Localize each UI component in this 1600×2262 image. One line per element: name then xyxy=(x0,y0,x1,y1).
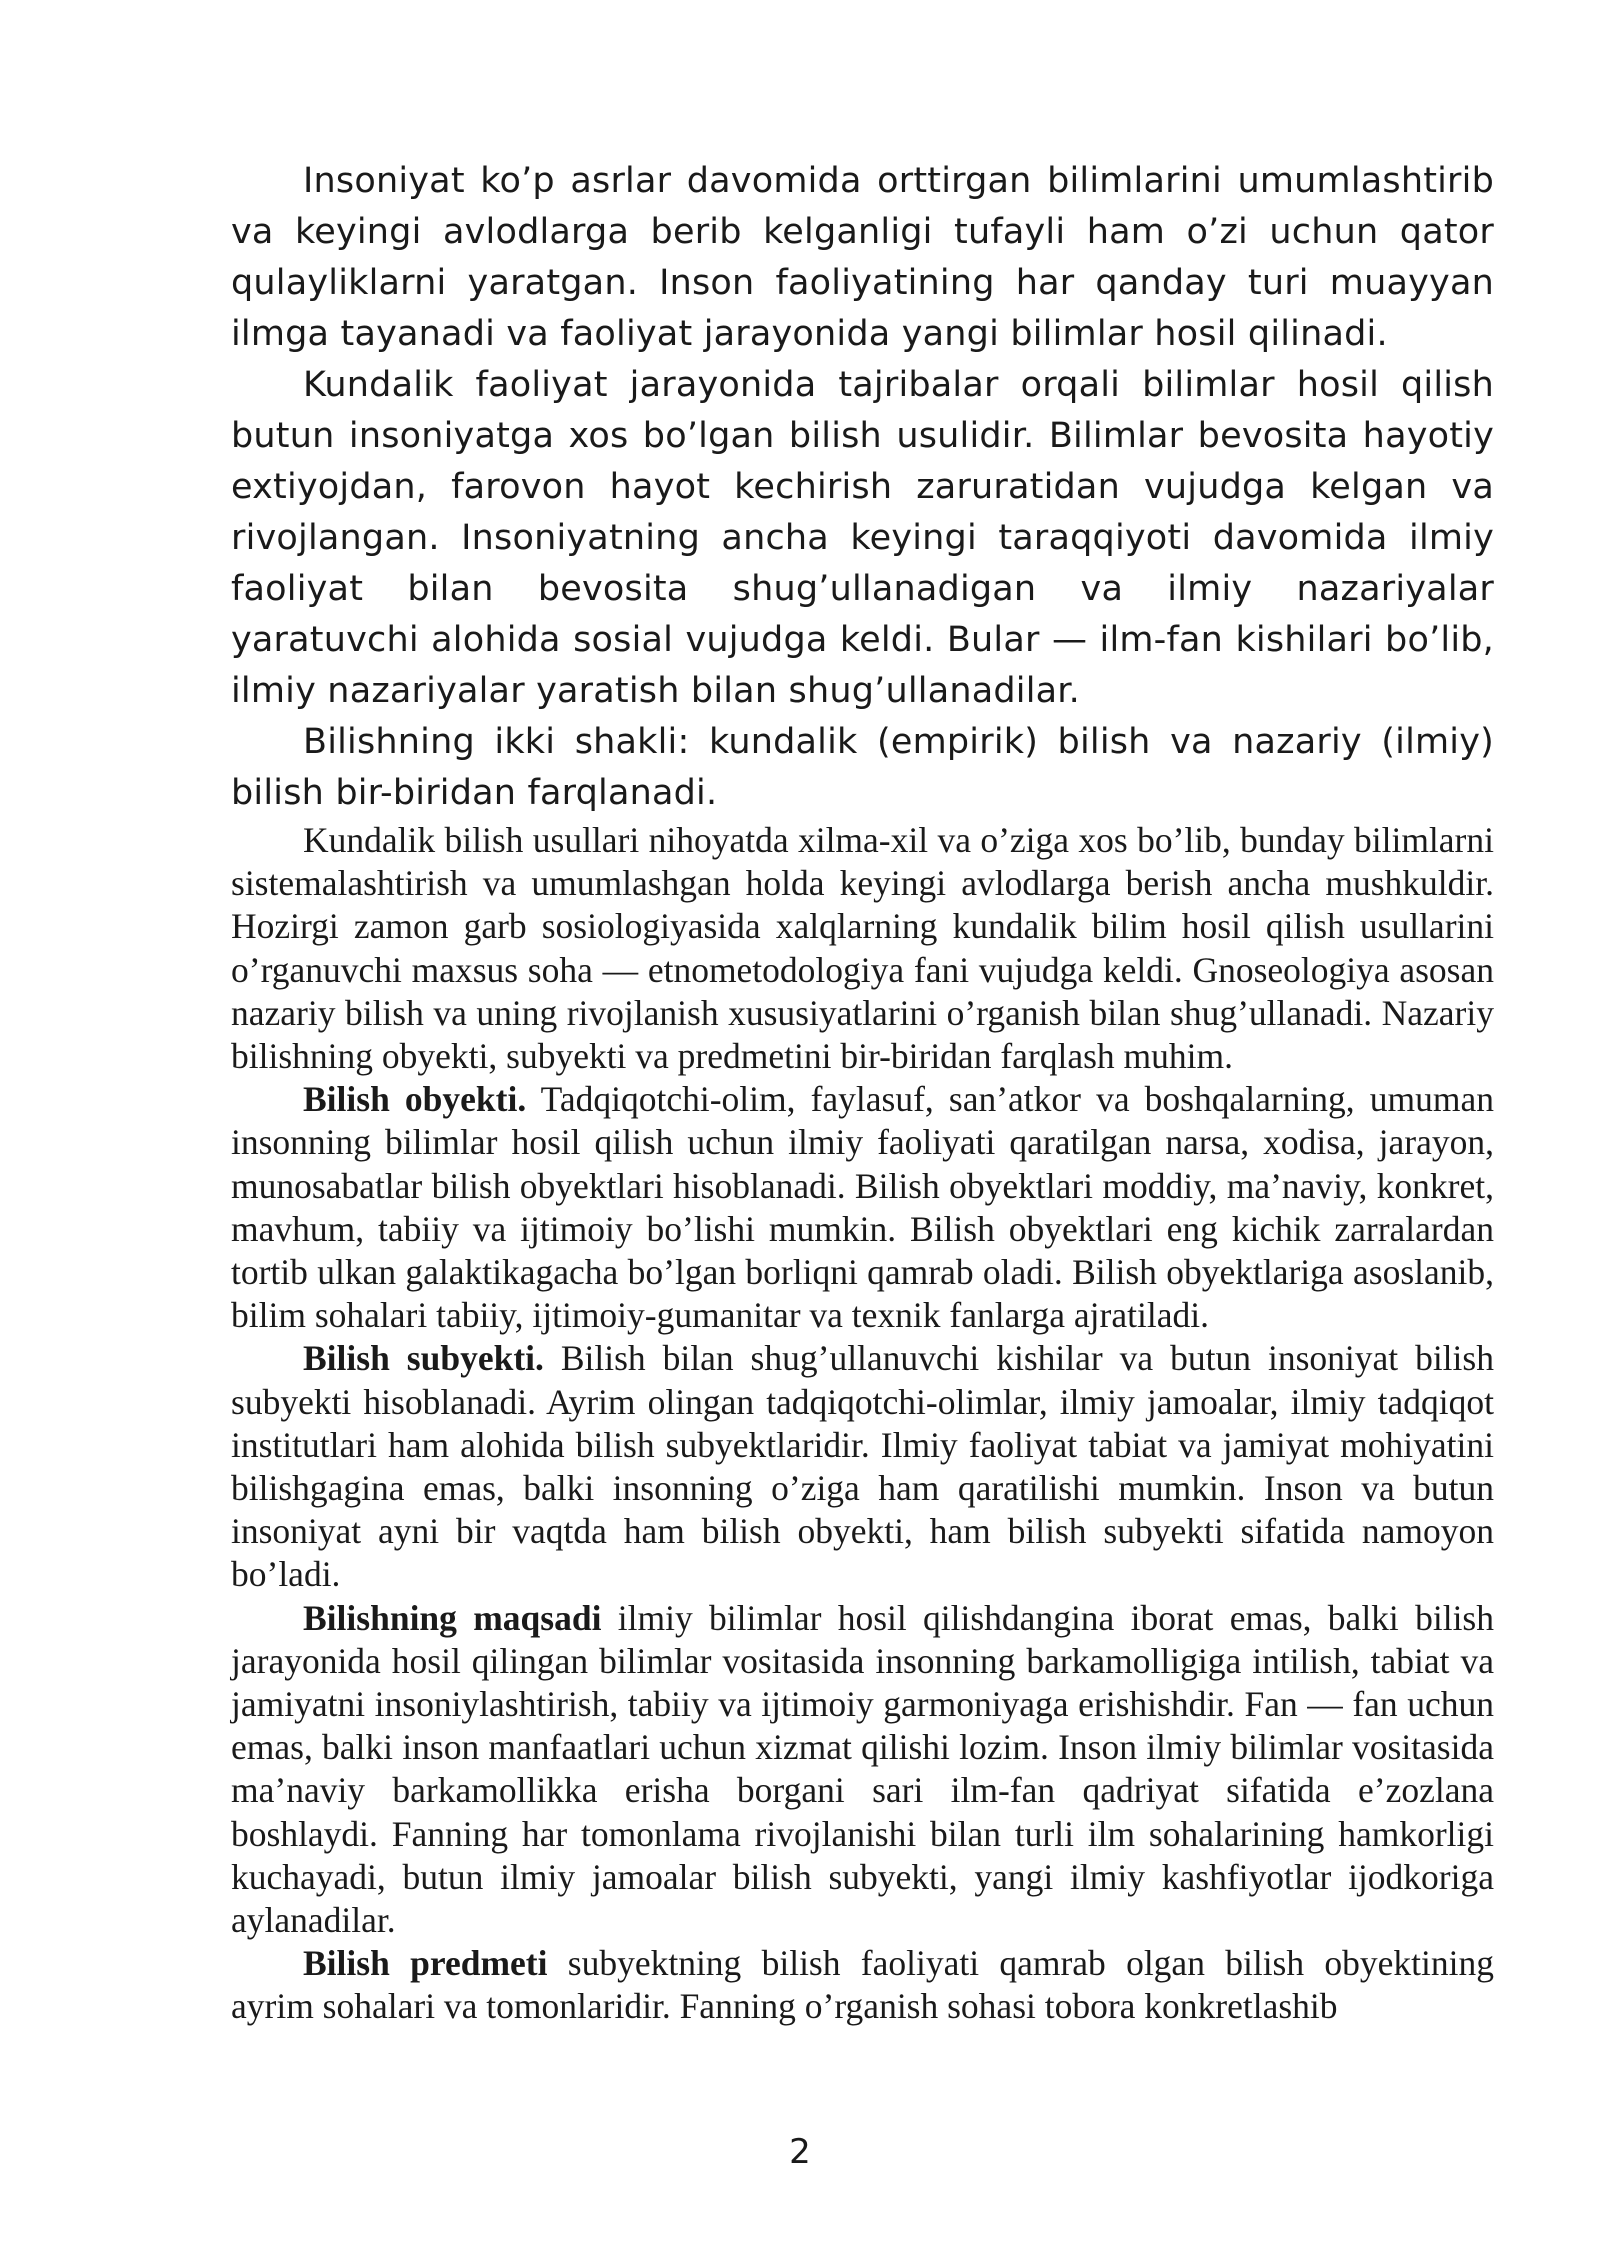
paragraph-knowledge-accumulation: Insoniyat ko’p asrlar davomida orttirgan bilimlarini umumlashtirib va keyingi avlodlarga berib kelganligi tufayli ham o’zi uchun qator qulayliklarni yaratgan. Inson faoliyatining har qanday turi muayyan ilmga tayanadi va faoliyat jarayonida yangi bilimlar hosil qilinadi. xyxy=(231,161,1494,354)
paragraph-everyday-activity: Kundalik faoliyat jarayonida tajribalar orqali bilimlar hosil qilish butun insoniyatga xos bo’lgan bilish usulidir. Bilimlar bevosita hayotiy extiyojdan, farovon hayot kechirish zaruratidan vujudga kelgan va rivojlangan. Insoniyatning ancha keyingi taraqqiyoti davomida ilmiy faoliyat bilan bevosita shug’ullanadigan va ilmiy nazariyalar yaratuvchi alohida sosial vujudga keldi. Bular — ilm-fan kishilari bo’lib, ilmiy nazariyalar yaratish bilan shug’ullanadilar. xyxy=(231,365,1494,711)
document-page xyxy=(231,156,1494,2029)
paragraph-object-of-cognition xyxy=(231,1078,1494,1337)
paragraph-body: ilmiy bilimlar hosil qilishdangina iborat emas, balki bilish jarayonida hosil qilingan bilimlar vositasida insonning barkamolligiga intilish, tabiat va jamiyatni insoniylashtirish, tabiiy va ijtimoiy garmoniyaga erishishdir. Fan — fan uchun emas, balki inson manfaatlari uchun xizmat qilishi lozim. Inson ilmiy bilimlar vositasida ma’naviy barkamollikka erisha borgani sari ilm-fan qadriyat sifatida e’zozlana boshlaydi. Fanning har tomonlama rivojlanishi bilan turli ilm sohalarining hamkorligi kuchayadi, butun ilmiy jamoalar bilish subyekti, yangi ilmiy kashfiyotlar ijodkoriga aylanadilar. xyxy=(231,1597,1494,1941)
term-purpose-of-cognition: Bilishning maqsadi xyxy=(303,1597,602,1638)
paragraph-body: Bilish bilan shug’ullanuvchi kishilar va butun insoniyat bilish subyekti hisoblanadi. Ayrim olingan tadqiqotchi-olimlar, ilmiy jamoalar, ilmiy tadqiqot institutlari ham alohida bilish subyektlaridir. Ilmiy faoliyat tabiat va jamiyat mohiyatini bilishgagina emas, balki insonning o’ziga ham qaratilishi mumkin. Inson va butun insoniyat ayni bir vaqtda ham bilish obyekti, ham bilish subyekti sifatida namoyon bo’ladi. xyxy=(231,1338,1494,1595)
paragraph-body: Tadqiqotchi-olim, faylasuf, san’atkor va boshqalarning, umuman insonning bilimlar hosil qilish uchun ilmiy faoliyati qaratilgan narsa, xodisa, jarayon, munosabatlar bilish obyektlari hisoblanadi. Bilish obyektlari moddiy, ma’naviy, konkret, mavhum, tabiiy va ijtimoiy bo’lishi mumkin. Bilish obyektlari eng kichik zarralardan tortib ulkan galaktikagacha bo’lgan borliqni qamrab oladi. Bilish obyektlariga asoslanib, bilim sohalari tabiiy, ijtimoiy-gumanitar va texnik fanlarga ajratiladi. xyxy=(231,1079,1494,1336)
term-subject-matter-of-cognition: Bilish predmeti xyxy=(303,1943,548,1984)
term-object-of-cognition: Bilish obyekti. xyxy=(303,1079,527,1120)
paragraph-subject-matter-of-cognition xyxy=(231,1942,1494,2028)
paragraph-purpose-of-cognition xyxy=(231,1597,1494,1943)
page-number: 2 xyxy=(789,2132,811,2172)
paragraph-subject-of-cognition xyxy=(231,1337,1494,1596)
paragraph-two-forms-of-cognition: Bilishning ikki shakli: kundalik (empirik) bilish va nazariy (ilmiy) bilish bir-biridan farqlanadi. xyxy=(231,722,1494,813)
paragraph-everyday-cognition-methods: Kundalik bilish usullari nihoyatda xilma-xil va o’ziga xos bo’lib, bunday bilimlarni sistemalashtirish va umumlashgan holda keyingi avlodlarga berish ancha mushkuldir. Hozirgi zamon garb sosiologiyasida xalqlarning kundalik bilim hosil qilish usullarini o’rganuvchi maxsus soha — etnometodologiya fani vujudga keldi. Gnoseologiya asosan nazariy bilish va uning rivojlanish xususiyatlarini o’rganish bilan shug’ullanadi. Nazariy bilishning obyekti, subyekti va predmetini bir-biridan farqlash muhim. xyxy=(231,820,1494,1077)
paragraph-body: subyektning bilish faoliyati qamrab olgan bilish obyektining ayrim sohalari va tomonlaridir. Fanning o’rganish sohasi tobora konkretlashib xyxy=(231,1943,1494,2027)
term-subject-of-cognition: Bilish subyekti. xyxy=(303,1338,544,1379)
